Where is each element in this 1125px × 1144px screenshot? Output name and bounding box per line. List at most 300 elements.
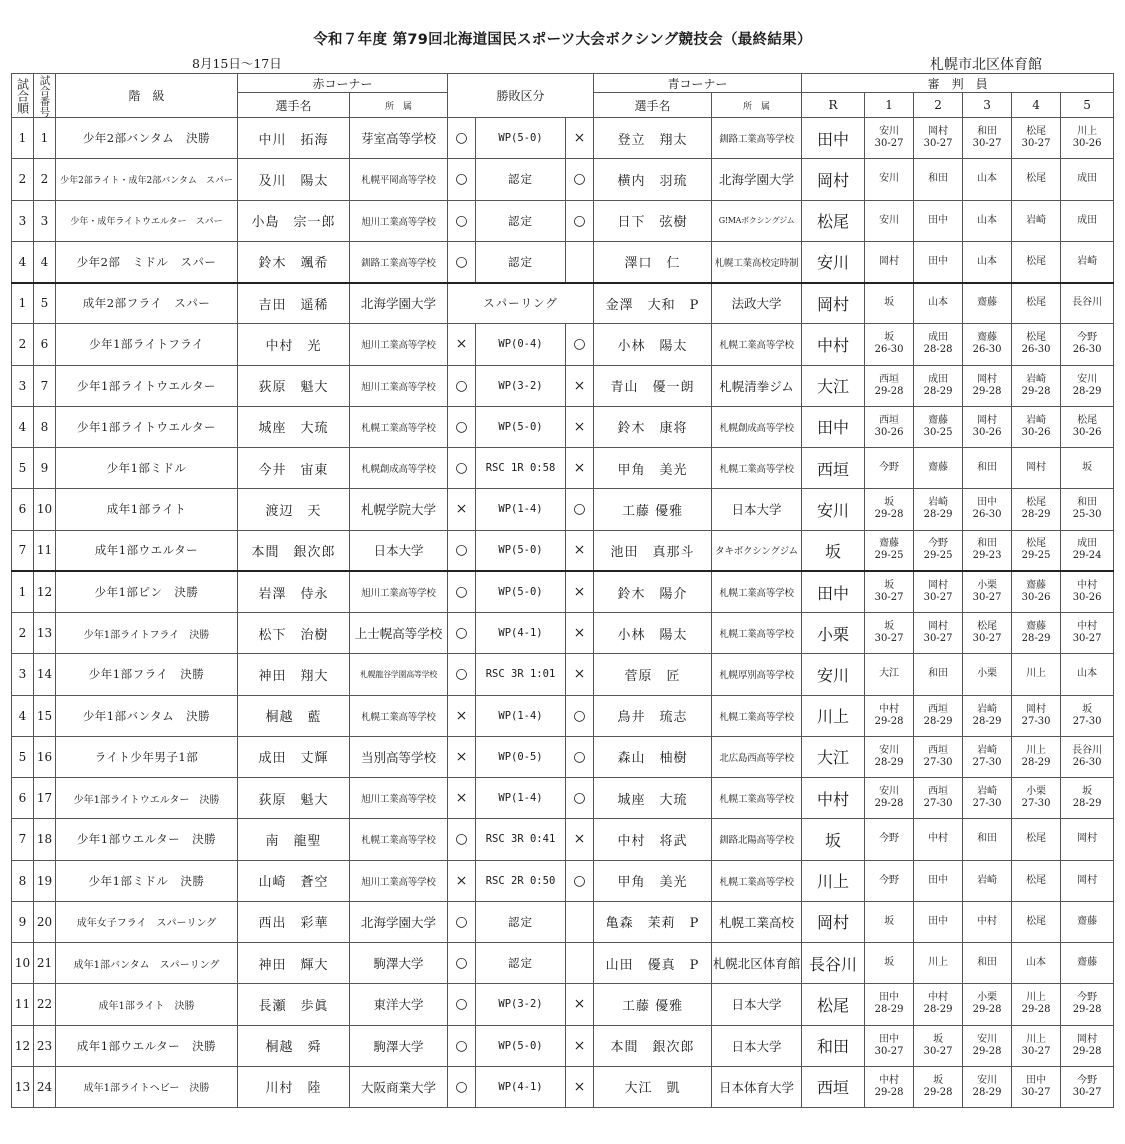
judge-score: 30-27 bbox=[1021, 1045, 1051, 1057]
judge-score: 27-30 bbox=[972, 756, 1002, 768]
blue-boxer-name: 中村 将武 bbox=[594, 819, 712, 860]
judge-4 bbox=[1012, 200, 1061, 241]
judge-1 bbox=[865, 489, 914, 530]
header-class: 階 級 bbox=[56, 74, 238, 118]
weight-class: 成年2部フライ スパー bbox=[56, 283, 238, 324]
header-judge-3: 3 bbox=[963, 93, 1012, 118]
red-affiliation: 日本大学 bbox=[350, 530, 448, 571]
blue-affiliation: 札幌工業高等学校 bbox=[712, 571, 802, 612]
red-mark: × bbox=[448, 860, 476, 901]
judge-name: 松尾 bbox=[1026, 255, 1047, 267]
blue-affiliation: 札幌工業高校定時制 bbox=[712, 241, 802, 282]
judge-5 bbox=[1061, 613, 1114, 654]
referee: 安川 bbox=[802, 654, 865, 695]
judge-2 bbox=[914, 365, 963, 406]
judge-2 bbox=[914, 200, 963, 241]
bout-number: 19 bbox=[34, 860, 56, 901]
judge-1 bbox=[865, 1066, 914, 1107]
red-boxer-name: 及川 陽太 bbox=[238, 159, 350, 200]
red-boxer-name: 桐越 舜 bbox=[238, 1025, 350, 1066]
result-method: WP(4-1) bbox=[476, 613, 566, 654]
judge-name: 山本 bbox=[977, 255, 998, 267]
blue-boxer-name: 池田 真那斗 bbox=[594, 530, 712, 571]
judge-5 bbox=[1061, 736, 1114, 777]
judge-score: 26-30 bbox=[972, 509, 1002, 521]
judge-5 bbox=[1061, 1025, 1114, 1066]
red-affiliation: 旭川工業高等学校 bbox=[350, 200, 448, 241]
bout-number: 20 bbox=[34, 901, 56, 942]
judge-name: 中村 bbox=[928, 992, 949, 1004]
header-bout-number: 試合番号 bbox=[34, 74, 56, 118]
judge-name: 齋藤 bbox=[1077, 915, 1098, 927]
blue-affiliation: 札幌工業高等学校 bbox=[712, 448, 802, 489]
red-boxer-name: 神田 輝大 bbox=[238, 943, 350, 984]
judge-score: 30-27 bbox=[923, 138, 953, 150]
table-row bbox=[12, 283, 1114, 324]
judge-4 bbox=[1012, 241, 1061, 282]
blue-boxer-name: 城座 大琉 bbox=[594, 778, 712, 819]
referee: 岡村 bbox=[802, 283, 865, 324]
judge-4 bbox=[1012, 984, 1061, 1025]
judge-name: 坂 bbox=[884, 580, 895, 592]
bout-number: 3 bbox=[34, 200, 56, 241]
judge-name: 山本 bbox=[928, 297, 949, 309]
judge-score: 28-29 bbox=[923, 1004, 953, 1016]
judge-5 bbox=[1061, 860, 1114, 901]
judge-score: 30-27 bbox=[923, 633, 953, 645]
blue-mark: ○ bbox=[566, 736, 594, 777]
judge-name: 岡村 bbox=[977, 414, 998, 426]
judge-5 bbox=[1061, 283, 1114, 324]
red-boxer-name: 松下 治樹 bbox=[238, 613, 350, 654]
weight-class: 成年1部ライト bbox=[56, 489, 238, 530]
red-affiliation: 東洋大学 bbox=[350, 984, 448, 1025]
judge-2 bbox=[914, 118, 963, 159]
bout-number: 7 bbox=[34, 365, 56, 406]
judge-score: 30-27 bbox=[874, 633, 904, 645]
red-mark: ○ bbox=[448, 943, 476, 984]
red-affiliation: 北海学園大学 bbox=[350, 901, 448, 942]
judge-name: 岡村 bbox=[1077, 874, 1098, 886]
weight-class: 成年1部ウエルター bbox=[56, 530, 238, 571]
red-boxer-name: 荻原 魁大 bbox=[238, 778, 350, 819]
judge-name: 田中 bbox=[928, 214, 949, 226]
judge-name: 齋藤 bbox=[928, 414, 949, 426]
blue-affiliation: 札幌創成高等学校 bbox=[712, 406, 802, 447]
judge-score: 25-30 bbox=[1072, 509, 1102, 521]
judge-name: 小栗 bbox=[1026, 786, 1047, 798]
header-referee: R bbox=[802, 93, 865, 118]
header-judge-4: 4 bbox=[1012, 93, 1061, 118]
judge-name: 岡村 bbox=[1077, 833, 1098, 845]
judge-4 bbox=[1012, 283, 1061, 324]
red-boxer-name: 小島 宗一郎 bbox=[238, 200, 350, 241]
header-blue-corner: 青コーナー bbox=[594, 74, 802, 93]
bout-order: 3 bbox=[12, 654, 34, 695]
table-row bbox=[12, 860, 1114, 901]
table-row bbox=[12, 1066, 1114, 1107]
bout-number: 13 bbox=[34, 613, 56, 654]
blue-boxer-name: 横内 羽琉 bbox=[594, 159, 712, 200]
blue-affiliation: 日本大学 bbox=[712, 1025, 802, 1066]
red-affiliation: 札幌工業高等学校 bbox=[350, 406, 448, 447]
judge-4 bbox=[1012, 943, 1061, 984]
bout-order: 6 bbox=[12, 778, 34, 819]
judge-name: 齋藤 bbox=[977, 297, 998, 309]
judge-1 bbox=[865, 613, 914, 654]
judge-name: 坂 bbox=[884, 497, 895, 509]
judge-1 bbox=[865, 819, 914, 860]
referee: 田中 bbox=[802, 571, 865, 612]
red-mark: × bbox=[448, 778, 476, 819]
red-affiliation: 上士幌高等学校 bbox=[350, 613, 448, 654]
red-affiliation: 札幌龍谷学園高等学校 bbox=[350, 654, 448, 695]
bout-number: 8 bbox=[34, 406, 56, 447]
bout-order: 5 bbox=[12, 736, 34, 777]
judge-name: 中村 bbox=[879, 1074, 900, 1086]
weight-class: 少年1部ライトウエルター 決勝 bbox=[56, 778, 238, 819]
judge-name: 齋藤 bbox=[1077, 957, 1098, 969]
judge-name: 川上 bbox=[928, 957, 949, 969]
judge-score: 26-30 bbox=[1072, 756, 1102, 768]
judge-1 bbox=[865, 943, 914, 984]
judge-2 bbox=[914, 860, 963, 901]
judge-4 bbox=[1012, 159, 1061, 200]
blue-boxer-name: 甲角 美光 bbox=[594, 448, 712, 489]
referee: 小栗 bbox=[802, 613, 865, 654]
judge-3 bbox=[963, 365, 1012, 406]
red-mark: ○ bbox=[448, 654, 476, 695]
result-method: WP(1-4) bbox=[476, 778, 566, 819]
red-boxer-name: 長瀬 歩眞 bbox=[238, 984, 350, 1025]
table-row bbox=[12, 241, 1114, 282]
blue-mark: × bbox=[566, 1025, 594, 1066]
judge-name: 安川 bbox=[977, 1033, 998, 1045]
table-row bbox=[12, 943, 1114, 984]
red-affiliation: 旭川工業高等学校 bbox=[350, 860, 448, 901]
red-mark: ○ bbox=[448, 159, 476, 200]
blue-affiliation: 札幌清拳ジム bbox=[712, 365, 802, 406]
weight-class: 成年1部ライトヘビー 決勝 bbox=[56, 1066, 238, 1107]
judge-5 bbox=[1061, 654, 1114, 695]
weight-class: 少年・成年ライトウエルター スパー bbox=[56, 200, 238, 241]
judge-name: 岩崎 bbox=[1077, 255, 1098, 267]
judge-name: 齋藤 bbox=[977, 332, 998, 344]
judge-name: 長谷川 bbox=[1072, 744, 1103, 756]
bout-number: 1 bbox=[34, 118, 56, 159]
result-method: 認定 bbox=[476, 901, 566, 942]
judge-2 bbox=[914, 943, 963, 984]
blue-mark: × bbox=[566, 406, 594, 447]
referee: 川上 bbox=[802, 860, 865, 901]
red-affiliation: 札幌学院大学 bbox=[350, 489, 448, 530]
judge-score: 30-27 bbox=[1021, 1086, 1051, 1098]
result-method: スパーリング bbox=[448, 283, 594, 324]
judge-score: 29-28 bbox=[874, 1086, 904, 1098]
judge-4 bbox=[1012, 1025, 1061, 1066]
referee: 田中 bbox=[802, 118, 865, 159]
blue-mark: × bbox=[566, 819, 594, 860]
weight-class: ライト少年男子1部 bbox=[56, 736, 238, 777]
result-method: WP(0-4) bbox=[476, 324, 566, 365]
judge-score: 29-28 bbox=[874, 509, 904, 521]
red-mark: ○ bbox=[448, 1066, 476, 1107]
judge-score: 29-28 bbox=[1021, 1004, 1051, 1016]
judge-name: 安川 bbox=[879, 173, 900, 185]
judge-score: 30-26 bbox=[1021, 426, 1051, 438]
judge-name: 山本 bbox=[977, 173, 998, 185]
result-method: WP(5-0) bbox=[476, 571, 566, 612]
judge-score: 28-29 bbox=[1021, 633, 1051, 645]
blue-affiliation: 札幌厚別高等学校 bbox=[712, 654, 802, 695]
red-boxer-name: 桐越 藍 bbox=[238, 695, 350, 736]
referee: 松尾 bbox=[802, 984, 865, 1025]
result-method: RSC 3R 1:01 bbox=[476, 654, 566, 695]
red-boxer-name: 吉田 遥稀 bbox=[238, 283, 350, 324]
judge-name: 今野 bbox=[1077, 332, 1098, 344]
judge-1 bbox=[865, 200, 914, 241]
bout-order: 1 bbox=[12, 571, 34, 612]
judge-score: 26-30 bbox=[874, 344, 904, 356]
referee: 中村 bbox=[802, 324, 865, 365]
judge-2 bbox=[914, 159, 963, 200]
judge-name: 川上 bbox=[1077, 126, 1098, 138]
result-method: WP(1-4) bbox=[476, 489, 566, 530]
judge-1 bbox=[865, 778, 914, 819]
judge-name: 安川 bbox=[977, 1074, 998, 1086]
referee: 中村 bbox=[802, 778, 865, 819]
blue-boxer-name: 甲角 美光 bbox=[594, 860, 712, 901]
judge-1 bbox=[865, 365, 914, 406]
judge-name: 今野 bbox=[1077, 992, 1098, 1004]
results-table bbox=[11, 73, 1114, 1108]
judge-score: 30-26 bbox=[1072, 592, 1102, 604]
judge-score: 30-27 bbox=[1072, 633, 1102, 645]
bout-order: 1 bbox=[12, 283, 34, 324]
judge-score: 29-28 bbox=[1072, 1004, 1102, 1016]
judge-score: 29-28 bbox=[972, 1045, 1002, 1057]
bout-order: 6 bbox=[12, 489, 34, 530]
judge-score: 28-29 bbox=[972, 1086, 1002, 1098]
result-method: RSC 1R 0:58 bbox=[476, 448, 566, 489]
judge-3 bbox=[963, 283, 1012, 324]
red-boxer-name: 中村 光 bbox=[238, 324, 350, 365]
judge-1 bbox=[865, 901, 914, 942]
judge-name: 山本 bbox=[1077, 668, 1098, 680]
judge-name: 岩崎 bbox=[1026, 373, 1047, 385]
table-row bbox=[12, 778, 1114, 819]
judge-name: 岡村 bbox=[1026, 462, 1047, 474]
bout-order: 7 bbox=[12, 819, 34, 860]
blue-affiliation: 釧路北陽高等学校 bbox=[712, 819, 802, 860]
blue-mark: × bbox=[566, 118, 594, 159]
blue-affiliation: G!MAボクシングジム bbox=[712, 200, 802, 241]
red-mark: ○ bbox=[448, 200, 476, 241]
judge-name: 川上 bbox=[1026, 744, 1047, 756]
event-dates: 8月15日～17日 bbox=[192, 56, 282, 71]
judge-2 bbox=[914, 448, 963, 489]
judge-3 bbox=[963, 860, 1012, 901]
judge-score: 28-29 bbox=[874, 1004, 904, 1016]
judge-3 bbox=[963, 1025, 1012, 1066]
judge-5 bbox=[1061, 200, 1114, 241]
judge-name: 田中 bbox=[928, 874, 949, 886]
blue-mark bbox=[566, 241, 594, 282]
judge-score: 28-29 bbox=[972, 715, 1002, 727]
judge-5 bbox=[1061, 695, 1114, 736]
judge-name: 西垣 bbox=[879, 414, 900, 426]
bout-order: 9 bbox=[12, 901, 34, 942]
blue-boxer-name: 森山 柚樹 bbox=[594, 736, 712, 777]
judge-5 bbox=[1061, 984, 1114, 1025]
judge-name: 田中 bbox=[879, 1033, 900, 1045]
bout-number: 17 bbox=[34, 778, 56, 819]
judge-score: 28-28 bbox=[923, 344, 953, 356]
judge-4 bbox=[1012, 819, 1061, 860]
blue-mark bbox=[566, 901, 594, 942]
judge-name: 松尾 bbox=[1026, 915, 1047, 927]
red-mark: ○ bbox=[448, 365, 476, 406]
judge-5 bbox=[1061, 448, 1114, 489]
judge-1 bbox=[865, 984, 914, 1025]
red-affiliation: 釧路工業高等学校 bbox=[350, 241, 448, 282]
judge-4 bbox=[1012, 654, 1061, 695]
judge-score: 30-27 bbox=[923, 592, 953, 604]
blue-affiliation: 札幌北区体育館 bbox=[712, 943, 802, 984]
judge-name: 坂 bbox=[884, 297, 895, 309]
judge-5 bbox=[1061, 1066, 1114, 1107]
red-mark: ○ bbox=[448, 1025, 476, 1066]
judge-3 bbox=[963, 530, 1012, 571]
red-mark: × bbox=[448, 695, 476, 736]
judge-1 bbox=[865, 860, 914, 901]
red-mark: ○ bbox=[448, 241, 476, 282]
judge-name: 小栗 bbox=[977, 668, 998, 680]
weight-class: 少年1部フライ 決勝 bbox=[56, 654, 238, 695]
judge-name: 中村 bbox=[1077, 621, 1098, 633]
red-affiliation: 当別高等学校 bbox=[350, 736, 448, 777]
judge-score: 29-28 bbox=[972, 1004, 1002, 1016]
judge-score: 30-25 bbox=[923, 426, 953, 438]
referee: 和田 bbox=[802, 1025, 865, 1066]
bout-order: 12 bbox=[12, 1025, 34, 1066]
judge-name: 坂 bbox=[933, 1033, 944, 1045]
judge-1 bbox=[865, 695, 914, 736]
bout-order: 7 bbox=[12, 530, 34, 571]
judge-5 bbox=[1061, 489, 1114, 530]
judge-score: 27-30 bbox=[923, 798, 953, 810]
bout-order: 5 bbox=[12, 448, 34, 489]
referee: 長谷川 bbox=[802, 943, 865, 984]
judge-2 bbox=[914, 571, 963, 612]
bout-number: 22 bbox=[34, 984, 56, 1025]
blue-affiliation: 法政大学 bbox=[712, 283, 802, 324]
weight-class: 少年1部ミドル bbox=[56, 448, 238, 489]
blue-mark: × bbox=[566, 530, 594, 571]
judge-score: 29-28 bbox=[1021, 385, 1051, 397]
bout-order: 4 bbox=[12, 241, 34, 282]
judge-name: 今野 bbox=[928, 538, 949, 550]
header-judge-5: 5 bbox=[1061, 93, 1114, 118]
red-affiliation: 札幌工業高等学校 bbox=[350, 695, 448, 736]
judge-score: 29-28 bbox=[874, 715, 904, 727]
red-boxer-name: 今井 宙東 bbox=[238, 448, 350, 489]
weight-class: 少年2部 ミドル スパー bbox=[56, 241, 238, 282]
bout-number: 14 bbox=[34, 654, 56, 695]
blue-boxer-name: 菅原 匠 bbox=[594, 654, 712, 695]
judge-score: 27-30 bbox=[923, 756, 953, 768]
referee: 安川 bbox=[802, 241, 865, 282]
judge-3 bbox=[963, 984, 1012, 1025]
judge-score: 30-26 bbox=[1021, 592, 1051, 604]
judge-name: 田中 bbox=[928, 915, 949, 927]
blue-boxer-name: 鳥井 琉志 bbox=[594, 695, 712, 736]
red-affiliation: 旭川工業高等学校 bbox=[350, 365, 448, 406]
bout-number: 12 bbox=[34, 571, 56, 612]
judge-name: 岡村 bbox=[928, 621, 949, 633]
bout-number: 16 bbox=[34, 736, 56, 777]
judge-name: 岩崎 bbox=[977, 744, 998, 756]
judge-score: 28-29 bbox=[1072, 798, 1102, 810]
judge-name: 山本 bbox=[977, 214, 998, 226]
red-boxer-name: 渡辺 天 bbox=[238, 489, 350, 530]
judge-name: 和田 bbox=[977, 833, 998, 845]
table-row bbox=[12, 1025, 1114, 1066]
judge-name: 和田 bbox=[1077, 497, 1098, 509]
judge-3 bbox=[963, 943, 1012, 984]
judge-name: 坂 bbox=[1082, 703, 1093, 715]
judge-2 bbox=[914, 1066, 963, 1107]
judge-name: 和田 bbox=[977, 957, 998, 969]
judge-2 bbox=[914, 489, 963, 530]
table-row bbox=[12, 324, 1114, 365]
judge-2 bbox=[914, 241, 963, 282]
judge-name: 安川 bbox=[879, 744, 900, 756]
weight-class: 少年1部ライトウエルター bbox=[56, 365, 238, 406]
judge-name: 西垣 bbox=[879, 373, 900, 385]
red-boxer-name: 岩澤 侍永 bbox=[238, 571, 350, 612]
judge-name: 田中 bbox=[928, 255, 949, 267]
judge-5 bbox=[1061, 530, 1114, 571]
bout-number: 23 bbox=[34, 1025, 56, 1066]
red-affiliation: 駒澤大学 bbox=[350, 1025, 448, 1066]
result-method: RSC 2R 0:50 bbox=[476, 860, 566, 901]
referee: 岡村 bbox=[802, 901, 865, 942]
bout-order: 11 bbox=[12, 984, 34, 1025]
blue-mark: × bbox=[566, 613, 594, 654]
blue-boxer-name: 小林 陽太 bbox=[594, 613, 712, 654]
referee: 大江 bbox=[802, 365, 865, 406]
blue-boxer-name: 工藤 優雅 bbox=[594, 984, 712, 1025]
blue-mark: × bbox=[566, 365, 594, 406]
red-mark: ○ bbox=[448, 530, 476, 571]
red-mark: ○ bbox=[448, 613, 476, 654]
judge-name: 川上 bbox=[1026, 668, 1047, 680]
judge-name: 川上 bbox=[1026, 1033, 1047, 1045]
result-method: RSC 3R 0:41 bbox=[476, 819, 566, 860]
blue-affiliation: 北広島西高等学校 bbox=[712, 736, 802, 777]
judge-name: 西垣 bbox=[928, 744, 949, 756]
judge-name: 岡村 bbox=[879, 255, 900, 267]
judge-name: 齋藤 bbox=[879, 538, 900, 550]
blue-affiliation: 日本大学 bbox=[712, 489, 802, 530]
judge-name: 岡村 bbox=[1077, 1033, 1098, 1045]
judge-score: 29-25 bbox=[874, 550, 904, 562]
judge-name: 中村 bbox=[879, 703, 900, 715]
bout-number: 21 bbox=[34, 943, 56, 984]
judge-name: 山本 bbox=[1026, 957, 1047, 969]
judge-score: 30-26 bbox=[972, 426, 1002, 438]
